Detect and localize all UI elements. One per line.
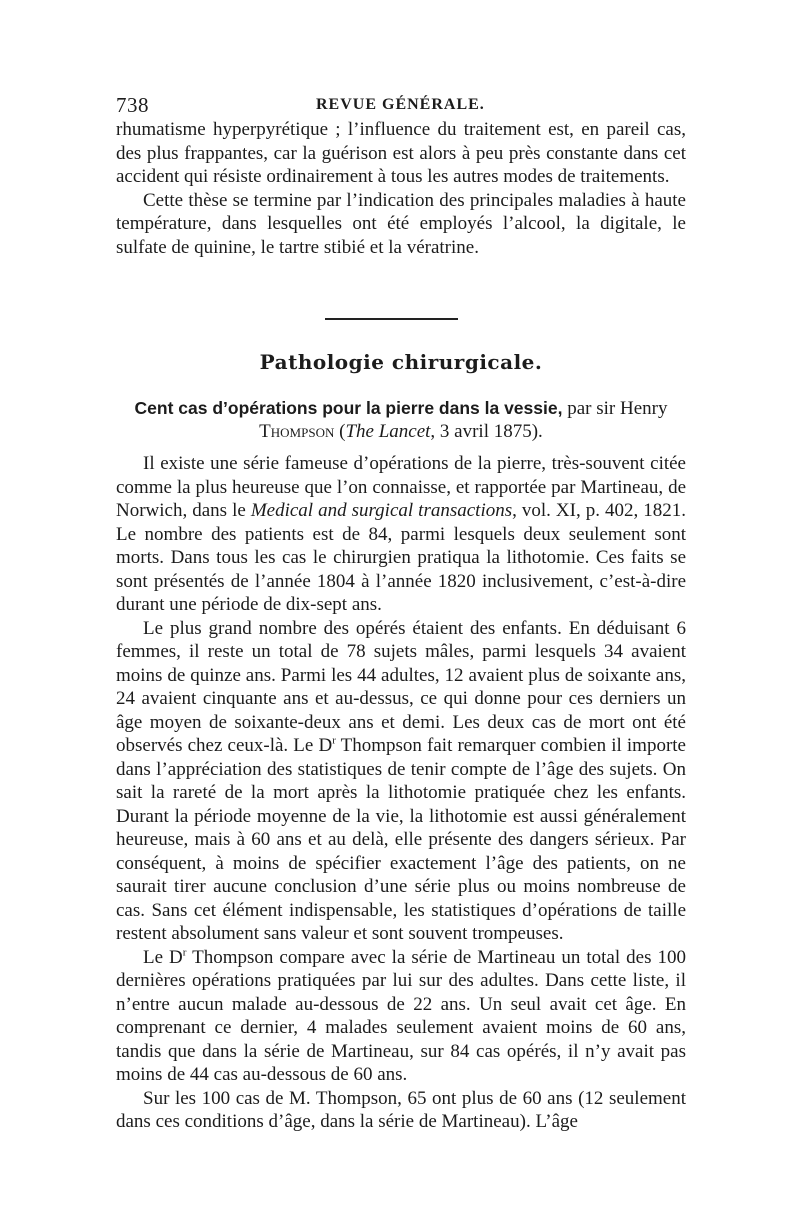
running-head — [116, 93, 686, 119]
text-run: Il existe une série fameuse d’opérations de la pierre, très-souvent citée comme la plus heureuse que l’on connaisse, et rapportée par Martineau, de Norwich, dans le — [116, 453, 686, 521]
source-open: ( — [339, 421, 346, 442]
text-run: Le plus grand nombre des opérés étaient des enfants. En déduisant 6 femmes, il reste un total de 78 sujets mâles, parmi lesquels 34 avaient moins de quinze ans. Parmi les 44 adultes, 12 avaient plus de soixante ans, 24 avaient cinquante ans et au-dessus, ce qui donne pour ces derniers un âge moyen de soixante-deux ans et demi. Les deux cas de mort ont été observés chez ceux-là. Le D — [116, 617, 686, 756]
source-journal: The Lancet — [345, 421, 431, 442]
article-paragraph — [116, 452, 686, 617]
page-number: 738 — [116, 93, 149, 117]
intro-text — [116, 118, 686, 259]
superscript: r — [182, 946, 187, 959]
section-heading: Pathologie chirurgicale. — [259, 350, 543, 374]
text-run: Le D — [143, 946, 183, 968]
article-paragraph: Sur les 100 cas de M. Thompson, 65 ont plus de 60 ans (12 seulement dans ces conditions d’âge, dans la série de Martineau). L’âge — [116, 1087, 686, 1132]
intro-paragraph: rhumatisme hyperpyrétique ; l’influence du traitement est, en pareil cas, des plus frappantes, car la guérison est alors à peu près constante dans cet accident qui résiste ordinairement à tous les autres modes de traitements. — [116, 119, 686, 187]
text-run: Thompson compare avec la série de Martineau un total des 100 dernières opérations pratiquées par lui sur des adultes. Dans cette liste, il n’entre aucun malade au-dessous de 22 ans. Un seul avait cet âge. En comprenant ce dernier, 4 malades seulement avaient moins de 60 ans, tandis que dans la série de Martineau, sur 84 cas opérés, il n’y avait pas moins de 44 cas au-dessous de 60 ans. — [116, 946, 686, 1085]
text-run: , vol. XI, p. 402, 1821. Le nombre des patients est de 84, parmi lesquels deux seulement sont morts. Dans tous les cas le chirurgien pratiqua la lithotomie. Ces faits se sont présentés de l’année 1804 à l’année 1820 inclusivement, c’est-à-dire durant une période de dix-sept ans. — [116, 500, 687, 615]
source-date: , 3 avril 1875). — [430, 421, 543, 442]
article-paragraph — [116, 617, 686, 946]
journal-title: REVUE GÉNÉRALE. — [316, 96, 485, 113]
text-run: Thompson fait remarquer combien il importe dans l’appréciation des statistiques de tenir compte de l’âge des sujets. On sait la rareté de la mort après la lithotomie pratiquée chez les enfants. Durant la période moyenne de la vie, la lithotomie est aussi généralement heureuse, mais à 60 ans et au delà, elle présente des dangers sérieux. Par conséquent, à moins de spécifier exactement l’âge des patients, on ne saurait tirer aucune conclusion d’une série plus ou moins nombreuse de cas. Sans cet élément indispensable, les statistiques d’opérations de taille restent absolument sans valeur et sont souvent trompeuses. — [116, 735, 686, 944]
article-main-title: Cent cas d’opérations pour la pierre dans la vessie, — [134, 398, 563, 418]
article-paragraph — [116, 946, 686, 1087]
intro-paragraph: Cette thèse se termine par l’indication des principales maladies à haute température, dans lesquelles ont été employés l’alcool, la digitale, le sulfate de quinine, le tartre stibié et la vératrine. — [116, 189, 686, 258]
section-divider — [325, 318, 458, 320]
cited-journal: Medical and surgical transactions — [250, 500, 513, 521]
superscript: r — [332, 734, 336, 747]
article-body — [116, 452, 686, 1134]
author-prefix: par sir Henry — [567, 398, 668, 419]
article-title — [116, 397, 686, 443]
author-name: Thompson — [259, 421, 335, 442]
